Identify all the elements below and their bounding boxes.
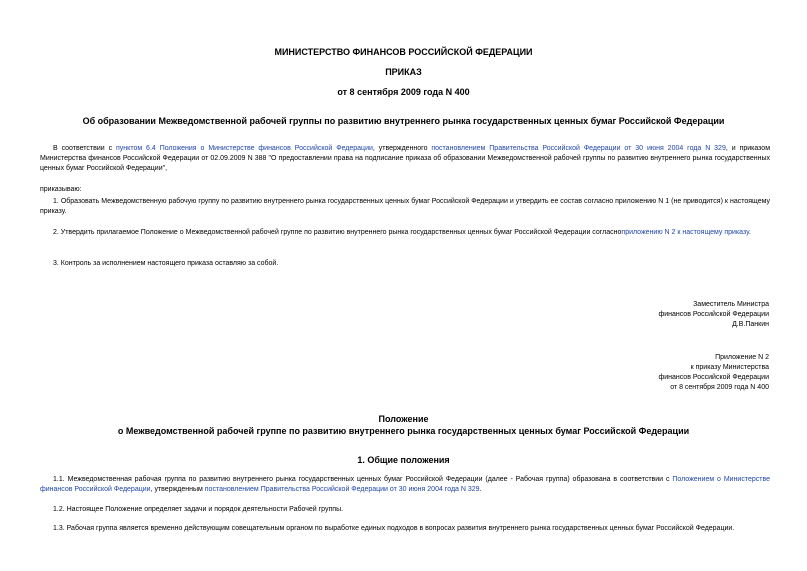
regulation-subheading: о Межведомственной рабочей группе по развитию внутреннего рынка государственных ценных бумаг Российской Федерации [117, 426, 690, 436]
link-government-resolution[interactable]: постановлением Правительства Российской Федерации от 30 июня 2004 года N 329 [431, 145, 726, 152]
appendix-ref-3: от 8 сентября 2009 года N 400 [670, 384, 769, 391]
paragraph-1-1-text-1: 1.1. Межведомственная рабочая группа по развитию внутреннего рынка государственных ценных бумаг Российской Федерации (далее - Рабочая группа) образована в соответствии с [53, 476, 673, 483]
regulation-heading: Положение [378, 414, 429, 424]
paragraph-1-1-end: . [479, 486, 482, 493]
preamble-text-2: , утвержденного [372, 145, 432, 152]
paragraph-1-1-text-2: , утвержденным [150, 486, 205, 493]
preamble-paragraph [40, 144, 770, 174]
appendix-ref-1: к приказу Министерства [690, 364, 769, 371]
signature-position: Заместитель Министра [693, 301, 769, 308]
preamble-text-1: В соответствии с [53, 145, 117, 152]
order-type-heading: ПРИКАЗ [385, 67, 422, 77]
order-item-2 [40, 228, 770, 238]
appendix-block [658, 353, 769, 393]
ministry-heading: МИНИСТЕРСТВО ФИНАНСОВ РОССИЙСКОЙ ФЕДЕРАЦИИ [274, 47, 533, 57]
appendix-ref-2: финансов Российской Федерации [658, 374, 769, 381]
link-ministry-regulation[interactable]: пунктом 6.4 Положения о Министерстве финансов Российской Федерации [116, 145, 373, 152]
order-title: Об образовании Межведомственной рабочей группы по развитию внутреннего рынка государственных ценных бумаг Российской Федерации [82, 116, 725, 126]
section-1-heading: 1. Общие положения [357, 455, 450, 465]
signature-name: Д.В.Панкин [732, 321, 769, 328]
preamble-text-3: , и приказом Министерства финансов Российской Федерации от 02.09.2009 N 388 "О предоставлении права на подписание приказа об образовании Межведомственной рабочей группы по развитию внутреннего рынка государственных ценных бумаг Российской Федерации", [40, 145, 771, 172]
signature-block [658, 300, 769, 330]
regulation-paragraph-1-1 [40, 475, 770, 495]
regulation-paragraph-1-3: 1.3. Рабочая группа является временно действующим совещательным органом по выработке единых подходов в вопросах развития внутреннего рынка государственных ценных бумаг Российской Федерации. [53, 525, 735, 532]
order-date-number: от 8 сентября 2009 года N 400 [337, 87, 470, 97]
appendix-number: Приложение N 2 [715, 354, 769, 361]
regulation-paragraph-1-2: 1.2. Настоящее Положение определяет задачи и порядок деятельности Рабочей группы. [53, 506, 344, 513]
order-word: приказываю: [40, 186, 82, 193]
link-ministry-regulation-2[interactable]: Положением о Министерстве финансов Российской Федерации [40, 476, 770, 493]
order-item-2-end: . [748, 229, 751, 236]
order-item-1: 1. Образовать Межведомственную рабочую группу по развитию внутреннего рынка государственных ценных бумаг Российской Федерации и утвердить ее состав согласно приложению N 1 (не приводится) к настоящему приказу. [40, 198, 770, 215]
link-government-resolution-2[interactable]: постановлением Правительства Российской Федерации от 30 июня 2004 года N 329 [204, 486, 480, 493]
signature-organization: финансов Российской Федерации [658, 311, 769, 318]
order-item-3: 3. Контроль за исполнением настоящего приказа оставляю за собой. [53, 260, 279, 267]
order-item-2-text: 2. Утвердить прилагаемое Положение о Межведомственной рабочей группе по развитию внутреннего рынка государственных ценных бумаг Российской Федерации согласно [53, 229, 622, 236]
link-appendix-2[interactable]: приложению N 2 к настоящему приказу [621, 229, 749, 236]
